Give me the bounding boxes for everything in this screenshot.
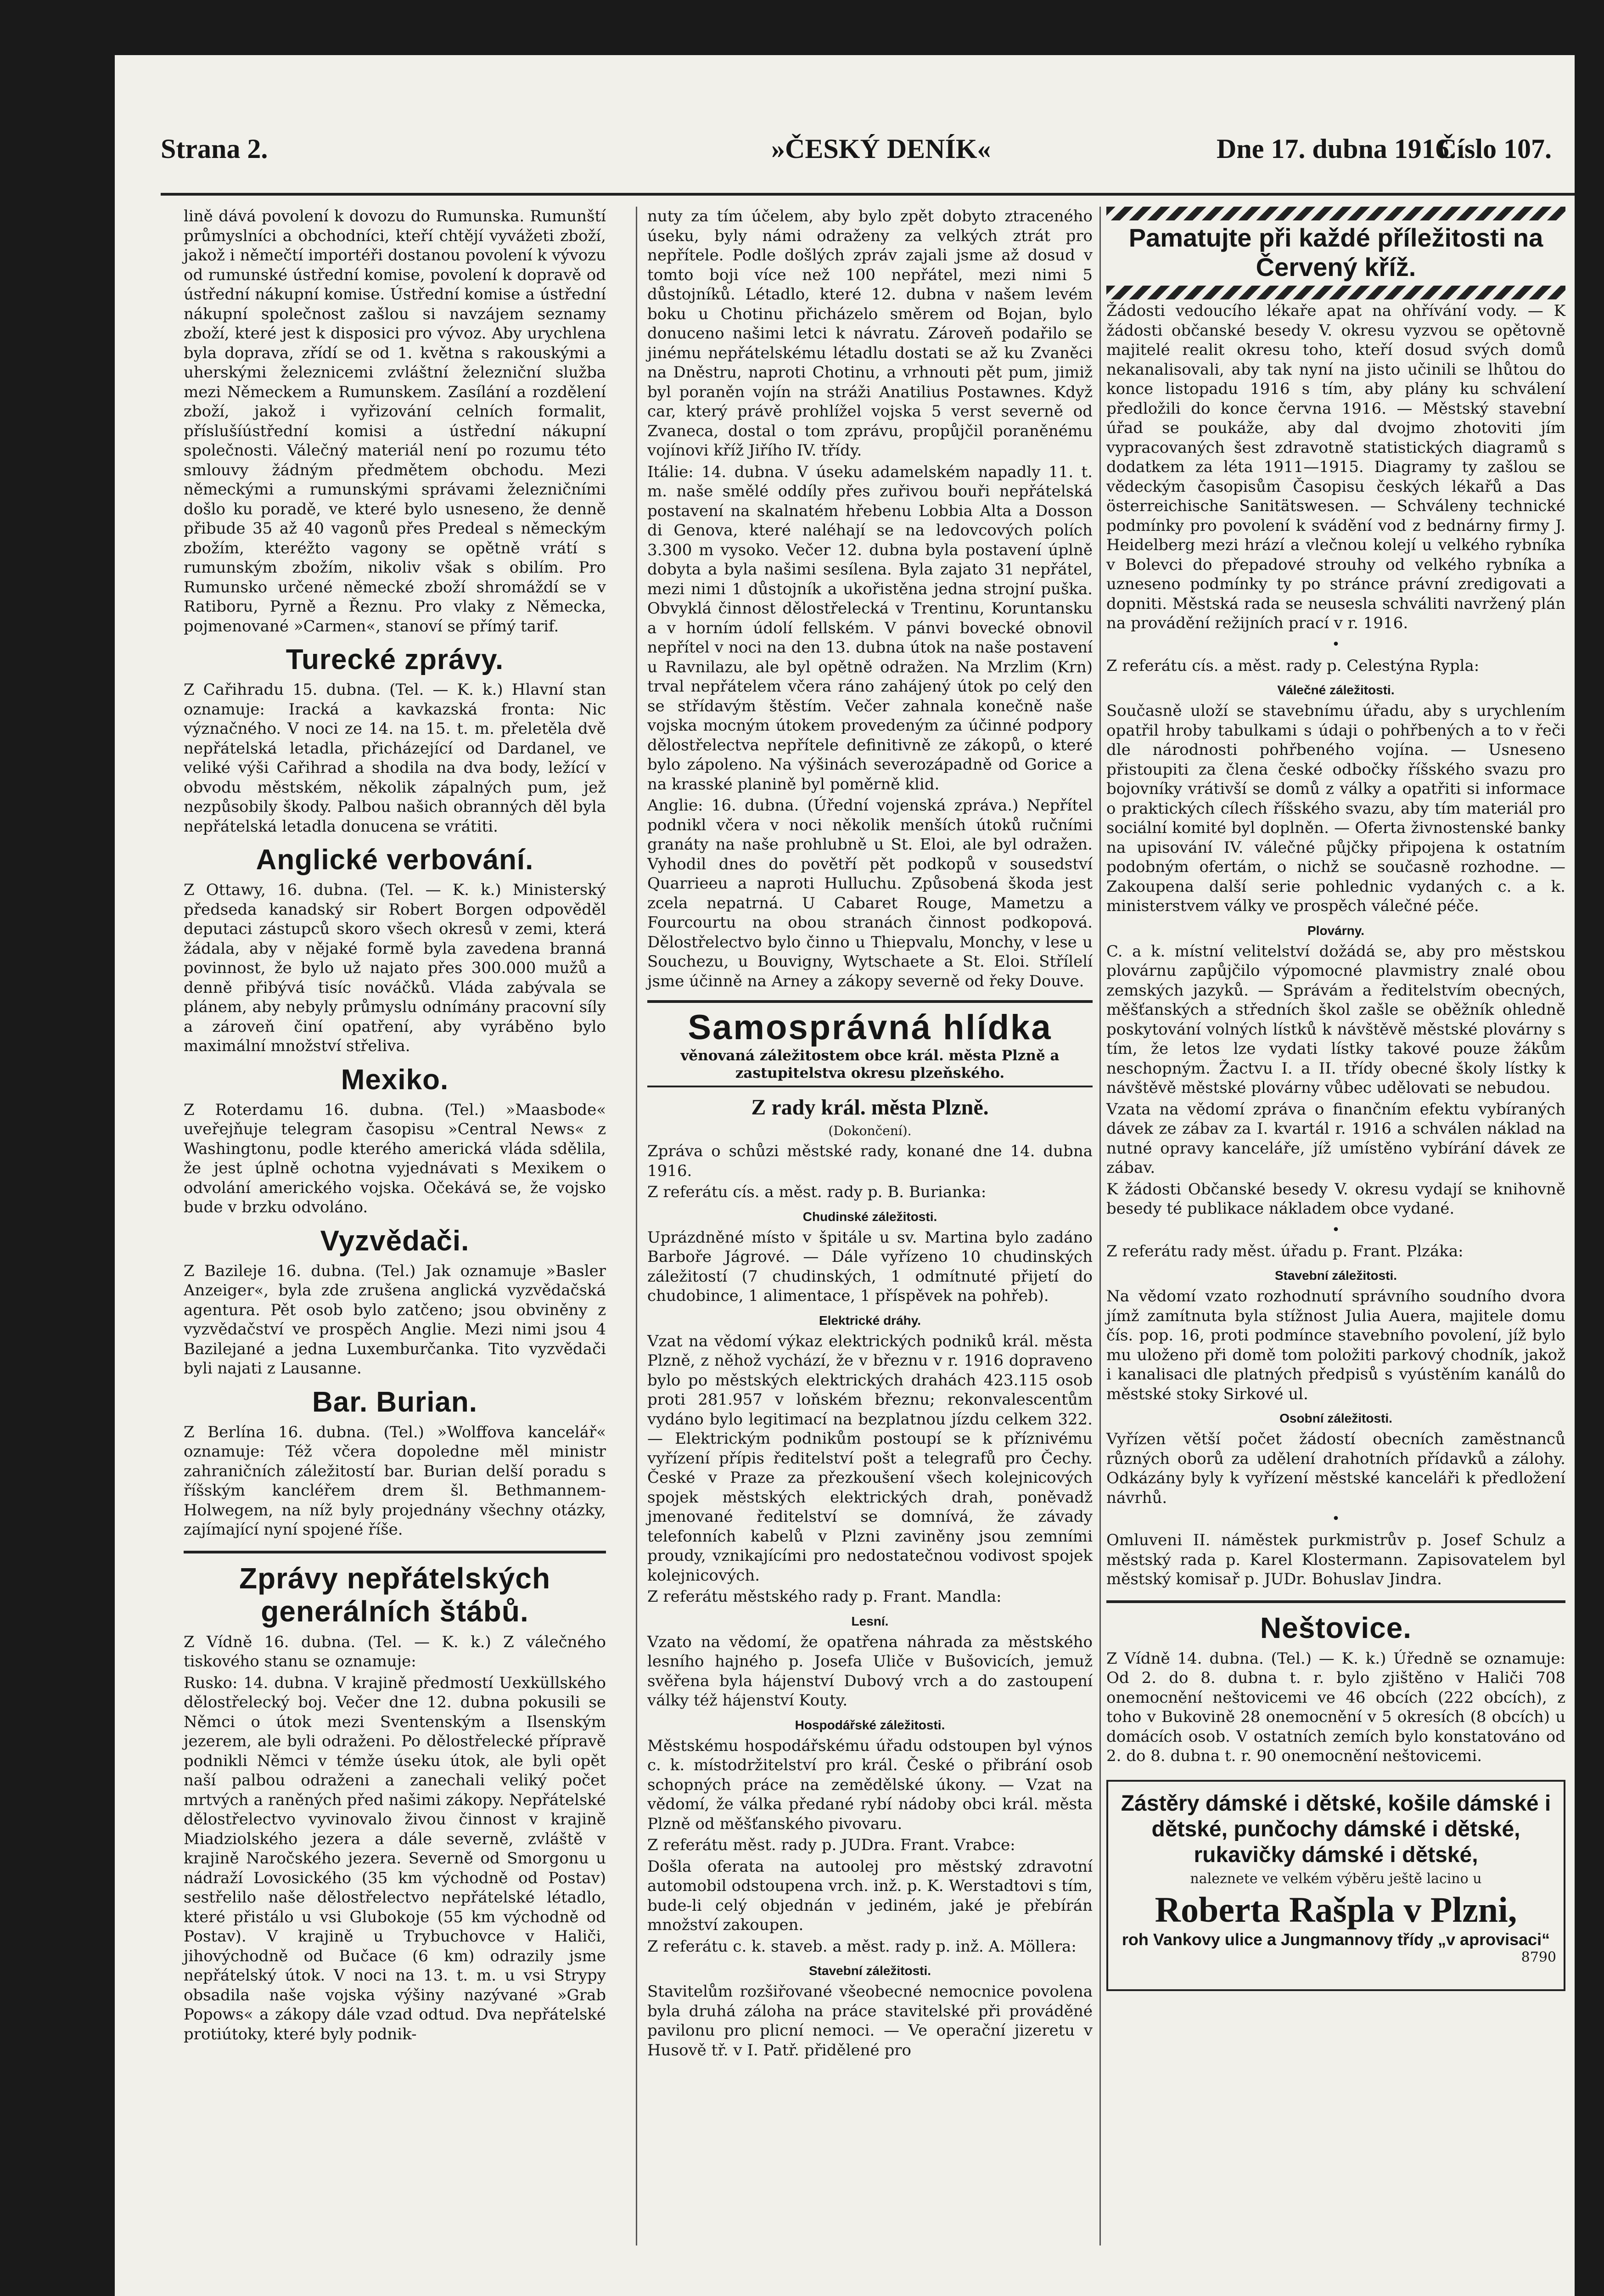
decorative-border-top bbox=[1106, 207, 1565, 220]
ad-address: roh Vankovy ulice a Jungmannovy třídy „v aprovisaci“ bbox=[1122, 1930, 1550, 1949]
stavebni-heading-col2: Stavební záležitosti. bbox=[808, 1964, 931, 1978]
samospravna-title: Samosprávná hlídka bbox=[688, 1008, 1052, 1047]
ad-tagline: naleznete ve velkém výběru ještě lacino u bbox=[1190, 1870, 1482, 1887]
italie-article: Itálie: 14. dubna. V úseku adamelském napadly 11. t. m. naše smělé oddíly přes zuřivou bouři nepřátelská postavení na skalnatém hřebenu Lobbia Alta a Dosson di Genova, které naléhají se na ledovcových polích 3.300 m vysoko. Večer 12. dubna byla postavení úplně dobyta a byla našimi sesílena. Byla zajato 31 nepřátel, mezi nimi 1 důstojník a ukořistěna jedna strojní puška. Obvyklá činnost dělostřelecká v Trentinu, Koruntansku a v horním údolí fellském. V pánvi bovecké obnovil nepřítel v noci na den 13. dubna útok na naše postavení u Ravnilazu, ale byl opětně odražen. Na Mrzlim (Krn) trval nepřátelem včera ráno zahájený útok po celý den se střídavým štěstím. Večer zahnala konečně naše vojska mocným útokem provedeným za účinné podpory dělostřelectva nepřítele definitivně ze zákopů, o které bylo zápoleno. Na výšinách severozápadně od Gorice a na krasské planině byl poměrně klid. bbox=[647, 462, 1093, 793]
stavebni-text-col2: Stavitelům rozšiřované všeobecné nemocnice povolena byla druhá záloha na práce stavitelské při prováděné pavilonu pro plicní nemoci. — Ve operační jizeretu v Husově tř. v I. Patř. přidělené pro bbox=[647, 1982, 1093, 2060]
anglicke-article: Z Ottawy, 16. dubna. (Tel. — K. k.) Ministerský předseda kanadský sir Robert Borgen odpověděl deputaci zástupců skoro všech okresů v zemi, která žádala, aby v nějaké formě byla zavedena branná povinnost, že bylo už najato přes 300.000 mužů a denně přibývá tisíc nováčků. Vláda zabývala se plánem, aby nebyly průmyslu odnímány pracovní síly a zároveň činí opatření, aby vyráběno bylo maximální množství střeliva. bbox=[184, 881, 606, 1055]
referat-plzaka: Z referátu rady měst. úřadu p. Frant. Plzáka: bbox=[1106, 1242, 1464, 1261]
elektricke-heading: Elektrické dráhy. bbox=[819, 1313, 921, 1328]
financni-text: Vzata na vědomí zpráva o finančním efektu vybíraných dávek ze zábav za I. kvartál r. 1916 a schválen náklad na nutné opravy kanceláře, jíž umístěno vybírání dávek ze zábav. bbox=[1106, 1100, 1565, 1177]
referat-mollera: Z referátu c. k. staveb. a měst. rady p. inž. A. Möllera: bbox=[647, 1937, 1077, 1956]
bullet-separator: • bbox=[1332, 1221, 1340, 1238]
header-rule bbox=[161, 193, 1575, 196]
osobni-text: Vyřízen větší počet žádostí obecních zaměstnanců různých oborů za udělení drahotních přídavků a zálohy. Odkázány byly k vyřízení městské kanceláři k předložení návrhů. bbox=[1106, 1430, 1565, 1507]
omluveni-text: Omluveni II. náměstek purkmistrův p. Josef Schulz a městský rada p. Karel Klostermann. Zapisovatelem byl městský komisař p. JUDr. Bohuslav Jindra. bbox=[1106, 1531, 1565, 1588]
stab-article: Rusko: 14. dubna. V krajině předmostí Uexküllského dělostřelecký boj. Večer dne 12. dubna pokusili se Němci o útok mezi Sventenským a Ilsenským jezerem, ale byli odraženi. Po dělostřelecké přípravě podnikli Němci v témže úseku útok, ale byli opět naší palbou odraženi a zanechali veliký počet mrtvých a raněných před našimi zákopy. Nepřátelské dělostřelectvo vyvinovalo živou činnost v krajině Miadziolského jezera a dále severně, zvláště v krajině Naročského jezera. Severně od Smorgonu u nádraží Lovosického (35 km východně od Postav) sestřelilo naše dělostřelectvo nepřátelské létadlo, které přistálo u vsi Glubokoje (55 km východně od Postav). V krajině u Trybuchovce v Haliči, jihovýchodně od Bučace (6 km) odrazily jsme nepřátelský útok. V noci na 13. t. m. u vsi Strypy obsadila naše vojska výšiny nazývané »Grab Popows« a zákopy dále vzad odtud. Dva nepřátelské protiútoky, které byly podnik- bbox=[184, 1673, 606, 2043]
page-number: Strana 2. bbox=[161, 134, 268, 164]
rada-text-1: Žádosti vedoucího lékaře apat na ohřívání vody. — K žádosti občanské besedy V. okresu vyzvou se opětovně majitelé realit okresu toho, kteří dosud svých domů nekanalisovali, aby tak nyní na jisto učinili se lhůtou do konce listopadu 1916 s tím, aby plány ku schválení předložili do konce června 1916. — Městský stavební úřad se poukáže, aby dal dvojmo zhotoviti jím vypracovaných šest zdravotně statistických diagramů s dodatkem za léta 1911—1915. Diagramy ty zašlou se vědeckým časopisům Časopisu českých lékařů a Das österreichische Sanitätswesen. — Schváleny technické podmínky pro povolení k svádění vod z bednárny firmy J. Heidelberg mezi hrází a vlečnou kolejí u velkého rybníka v Bolevci do přepadové strouhy od velkého rybníka a uzneseno podmínky ty po stránce právní zredigovati a dopniti. Městská rada se neusesla schváliti navržený plán na provádění režijních prací v r. 1916. bbox=[1106, 302, 1565, 632]
column-1 bbox=[184, 207, 606, 2046]
newspaper-page bbox=[115, 55, 1575, 2296]
column-divider-2 bbox=[1099, 207, 1101, 2245]
samospravna-subtitle: věnovaná záležitostem obce král. města Plzně a zastupitelstva okresu plzeňského. bbox=[680, 1047, 1060, 1081]
rady-heading: Z rady král. města Plzně. bbox=[751, 1095, 989, 1120]
column-divider-1 bbox=[636, 207, 637, 2245]
referat-vrabce: Z referátu měst. rady p. JUDra. Frant. Vrabce: bbox=[647, 1836, 1015, 1854]
burian-article: Z Berlína 16. dubna. (Tel.) »Wolffova kancelář« oznamuje: Též včera dopoledne měl ministr zahraničních záležitostí bar. Burian delší poradu s říšským kancléřem drem šl. Bethmannem-Holwegem, na níž byly projednány všechny otázky, zajímající nyní spojené říše. bbox=[184, 1423, 606, 1539]
ad-number: 8790 bbox=[1521, 1949, 1556, 1965]
rumunsko-article: lině dává povolení k dovozu do Rumunska. Rumunští průmyslníci a obchodníci, kteří chtějí vyvážeti zboží, jakož i němečtí importéři dostanou povolení k vývozu od rumunské ústřední komise, povolení k dopravě od ústřední nákupní komise. Ústřední komise a ústřední nákupní společnost zašlou si navzájem seznamy zboží, které jest k disposici pro vývoz. Aby urychlena byla doprava, zřídí se od 1. května s rakouskými a uherskými železnicemi zvláštní železniční služba mezi Německem a Rumunskem. Zasílání a rozdělení zboží, jakož i vyřizování celních formalit, příslušíústřední komisi a ústřední nákupní společnosti. Válečný materiál není po rozumu této smlouvy žádným předmětem obchodu. Mezi německými a rumunskými správami železničními došlo ku poradě, ve které bylo usneseno, že denně přibude 35 až 40 vagonů přes Predeal s německým zbožím, kteréžto vagony se opětně vrátí s rumunským zbožím, nikoliv však s obilím. Pro Rumunsko určené německé zboží shromáždí se v Ratiboru, Pyrně a Řeznu. Pro vlaky z Německa, pojmenované »Carmen«, stanoví se přímý tarif. bbox=[184, 207, 606, 636]
osobni-heading: Osobní záležitosti. bbox=[1279, 1411, 1392, 1425]
ad-products: Zástěry dámské i dětské, košile dámské i dětské, punčochy dámské i dětské, rukavičky dámské i dětské, bbox=[1121, 1791, 1551, 1867]
stavebni-text-col3: Na vědomí vzato rozhodnutí správního soudního dvora jímž zamítnuta byla stížnost Julia Auera, majitele domu čís. pop. 16, proti podmínce stavebního povolení, jíž bylo mu uloženo při domě tom položiti parkový chodník, jakož i kanalisaci dle platných předpisů s vyústěním kanálů do městské stoky Sirkové ul. bbox=[1106, 1287, 1565, 1403]
turecke-heading: Turecké zprávy. bbox=[286, 644, 504, 675]
plovarny-heading: Plovárny. bbox=[1307, 923, 1364, 938]
stab-heading: Zprávy nepřátelských generálních štábů. bbox=[184, 1551, 606, 1628]
vyzvedaci-article: Z Bazileje 16. dubna. (Tel.) Jak oznamuje »Basler Anzeiger«, byla zde zrušena anglická vyzvědačská agentura. Pět osob bylo zatčeno; jsou obviněny z vyzvědačství ve prospěch Anglie. Mezi nimi jsou 4 Bazilejané a jedna Luxemburčanka. Tito vyzvědači byli najati z Lausanne. bbox=[184, 1261, 606, 1378]
hospodarske-text: Městskému hospodářskému úřadu odstoupen byl výnos c. k. místodržitelství pro král. České o přibrání osob schopných práce na zemědělské úkony. — Vzat na vědomí, že válka předané rybí nádoby obci král. města Plzně od měšťanského pivovaru. bbox=[647, 1736, 1093, 1833]
stavebni-heading-col3: Stavební záležitosti. bbox=[1274, 1268, 1397, 1283]
ad-shop-name: Roberta Rašpla v Plzni, bbox=[1155, 1889, 1517, 1930]
elektricke-text: Vzat na vědomí výkaz elektrických podniků král. města Plzně, z něhož vychází, že v březnu v r. 1916 dopraveno bylo po městských elektrických drahách 423.115 osob proti 281.957 v loňském březnu; rekonvalescentům vydáno bylo legitimací na bezplatnou jízdu celkem 322. — Elektrickým podnikům postoupí se k příznivému vyřízení přípis ředitelství pošt a telegrafů pro Čechy. České v Praze za přezkoušení všech kolejnicových spojek městských elektrických drah, poněvadž jmenované ředitelství se domnívá, že závady telefonních kabelů v Plzni zaviněny jsou zemními proudy, vznikajícími pro nedostatečnou vodivost spojek kolejnicových. bbox=[647, 1332, 1093, 1585]
issue-number: Číslo 107. bbox=[1437, 134, 1552, 164]
paper-title: »ČESKÝ DENÍK« bbox=[771, 134, 991, 164]
referat-rypla: Z referátu cís. a měst. rady p. Celestýna Rypla: bbox=[1106, 656, 1480, 675]
rusko-continuation: nuty za tím účelem, aby bylo zpět dobyto ztraceného úseku, byly námi odraženy za velkých ztrát pro nepřítele. Podle došlých zpráv zajali jsme až dosud v tomto boji více než 100 nepřátel, mezi nimi 5 důstojníků. Létadlo, které 12. dubna v našem levém boku u Chotinu přicházelo směrem od Bojan, bylo donuceno našimi letci k návratu. Zároveň podařilo se jinému nepřátelskému létadlu dostati se až ku Zvaněci na Dněstru, naproti Chotinu, a vrhnouti pět pum, jimiž byl poraněn vojín na stráži Anatilius Postawnes. Když car, který právě prohlížel vojska 5 verst severně od Zvaneca, dostal o tom zprávu, propůjčil poraněnému vojínovi kříž Jiřího IV. třídy. bbox=[647, 207, 1093, 460]
samospravna-banner bbox=[647, 1000, 1093, 1087]
anglicke-heading: Anglické verbování. bbox=[256, 844, 534, 876]
decorative-border-bottom bbox=[1106, 286, 1565, 299]
burian-heading: Bar. Burian. bbox=[312, 1386, 477, 1418]
lesni-text: Vzato na vědomí, že opatřena náhrada za městského lesního hajného p. Josefa Uliče v Bušovicích, jemuž svěřena byla hájenství Dubový vrch a do zastoupení války též hájenství Kouty. bbox=[647, 1632, 1093, 1710]
anglie-article: Anglie: 16. dubna. (Úřední vojenská zpráva.) Nepřítel podnikl včera v noci několik menších útoků ručními granáty na naše prohlubně u St. Eloi, ale byl odražen. Vyhodil dnes do povětří pět podkopů v sousedství Quarrieeu a naproti Hulluchu. Způsobená škoda jest zcela nepatrná. U Cabaret Rouge, Mametzu a Fourcourtu na obou stranách činnost podkopová. Dělostřelectvo bylo činno u Thiepvalu, Monchy, v lese u Souchezu, u Bouvigny, Wytschaete a St. Eloi. Střílelí jsme účinně na Arney a zákopy severně od řeky Douve. bbox=[647, 796, 1093, 990]
lesni-heading: Lesní. bbox=[851, 1614, 889, 1628]
bullet-separator: • bbox=[1332, 1511, 1340, 1527]
mexiko-heading: Mexiko. bbox=[341, 1064, 449, 1096]
chudinske-heading: Chudinské záležitosti. bbox=[802, 1209, 937, 1224]
red-cross-appeal: Pamatujte při každé příležitosti na Červený kříž. bbox=[1128, 223, 1543, 281]
hospodarske-heading: Hospodářské záležitosti. bbox=[795, 1717, 945, 1732]
stab-intro: Z Vídně 16. dubna. (Tel. — K. k.) Z válečného tiskového stanu se oznamuje: bbox=[184, 1632, 606, 1671]
nestovice-text: Z Vídně 14. dubna. (Tel.) — K. k.) Úředně se oznamuje: Od 2. do 8. dubna t. r. bylo zjištěno v Haliči 708 onemocnění neštovicemi ve 46 obcích (222 obcích), z toho v Bukovině 28 onemocnění v 5 okresích (8 obcích) u domácích osob. V ostatních zemích bylo konstatováno od 2. do 8. dubna t. r. 90 onemocnění neštovicemi. bbox=[1106, 1649, 1565, 1765]
vrabce-text: Došla oferata na autoolej pro městský zdravotní automobil odstoupena vrch. inž. p. K. Werstadtovi s tím, bude-li celý objednán v jediném, jaké je přebírán množství zakoupen. bbox=[647, 1857, 1093, 1934]
rady-subtitle: (Dokončení). bbox=[828, 1123, 912, 1138]
nestovice-heading: Neštovice. bbox=[1106, 1600, 1565, 1644]
beseda-text: K žádosti Občanské besedy V. okresu vydají se knihovně besedy té publikace nákladem obce vydané. bbox=[1106, 1180, 1565, 1218]
referat-burianka: Z referátu cís. a měst. rady p. B. Burianka: bbox=[647, 1183, 987, 1201]
turecke-article: Z Cařihradu 15. dubna. (Tel. — K. k.) Hlavní stan oznamuje: Iracká a kavkazská fronta: Nic význačného. V noci ze 14. na 15. t. m. přeletěla dvě nepřátelská letadla, přicházející od Dardanel, ve veliké výši Cařihrad a shodila na dva body, ležící v obvodu městském, několik zápalných pum, jež nezpůsobily škody. Palbou našich obranných děl byla nepřátelská letadla donucena se vrátiti. bbox=[184, 681, 606, 836]
plovarny-text: C. a k. místní velitelství dožádá se, aby pro městskou plovárnu zapůjčilo výpomocné plavmistry znalé obou zemských jazyků. — Správám a ředitelstvím obecných, měšťanských a středních škol zašle se oběžník ohledně poskytování volných lístků k návštěvě městské plovárny s tím, že letos lze vydati lístky takové pouze žákům neschopným. Žactvu I. a II. třídy obecné školy lístky k návštěvě městské plovárny vůbec udělovati se nebudou. bbox=[1106, 942, 1565, 1097]
page-header bbox=[161, 133, 1575, 188]
advertisement-raspl bbox=[1106, 1780, 1565, 1991]
zprava-schuze: Zpráva o schůzi městské rady, konané dne 14. dubna 1916. bbox=[647, 1142, 1093, 1180]
column-2 bbox=[647, 207, 1093, 2062]
vyzvedaci-heading: Vyzvědači. bbox=[320, 1225, 470, 1257]
mexiko-article: Z Roterdamu 16. dubna. (Tel.) »Maasbode« uveřejňuje telegram časopisu »Central News« z Washingtonu, podle kterého americká vláda sdělila, že jest úplně ochotna vyjednávati s Mexikem o odvolání amerického vojska. Očekává se, že vojsko bude v brzku odvoláno. bbox=[184, 1100, 606, 1216]
chudinske-text: Uprázdněné místo v špitále u sv. Martina bylo zadáno Barboře Jágrové. — Dále vyřízeno 10 chudinských záležitostí (7 chudinských, 1 odmítnuté přijetí do chudobince, 1 alimentace, 1 příspěvek na pohřeb). bbox=[647, 1228, 1093, 1305]
issue-date: Dne 17. dubna 1916. bbox=[1217, 134, 1456, 164]
bullet-separator: • bbox=[1332, 636, 1340, 653]
column-3 bbox=[1106, 207, 1565, 1991]
valecne-text: Současně uloží se stavebnímu úřadu, aby s urychlením opatřil hroby tabulkami s údaji o pohřbených a to v řeči dle národnosti pohřbeného vojína. — Usneseno přistoupiti za člena české odbočky říšského svazu pro bojovníky vrátivší se domů z války a opatřiti si informace o praktických cílech říšského svazu, aby tím materiál pro sociální komité byl doplněn. — Oferta živnostenské banky na upisování IV. válečné půjčky připojena k ostatním podobným ofertám, o nichž se současně rozhodne. — Zakoupena další serie pohlednic vydaných c. a k. ministerstvem války ve prospěch válečné péče. bbox=[1106, 702, 1565, 915]
valecne-heading: Válečné záležitosti. bbox=[1277, 683, 1395, 697]
referat-mandla: Z referátu městského rady p. Frant. Mandla: bbox=[647, 1587, 1002, 1606]
